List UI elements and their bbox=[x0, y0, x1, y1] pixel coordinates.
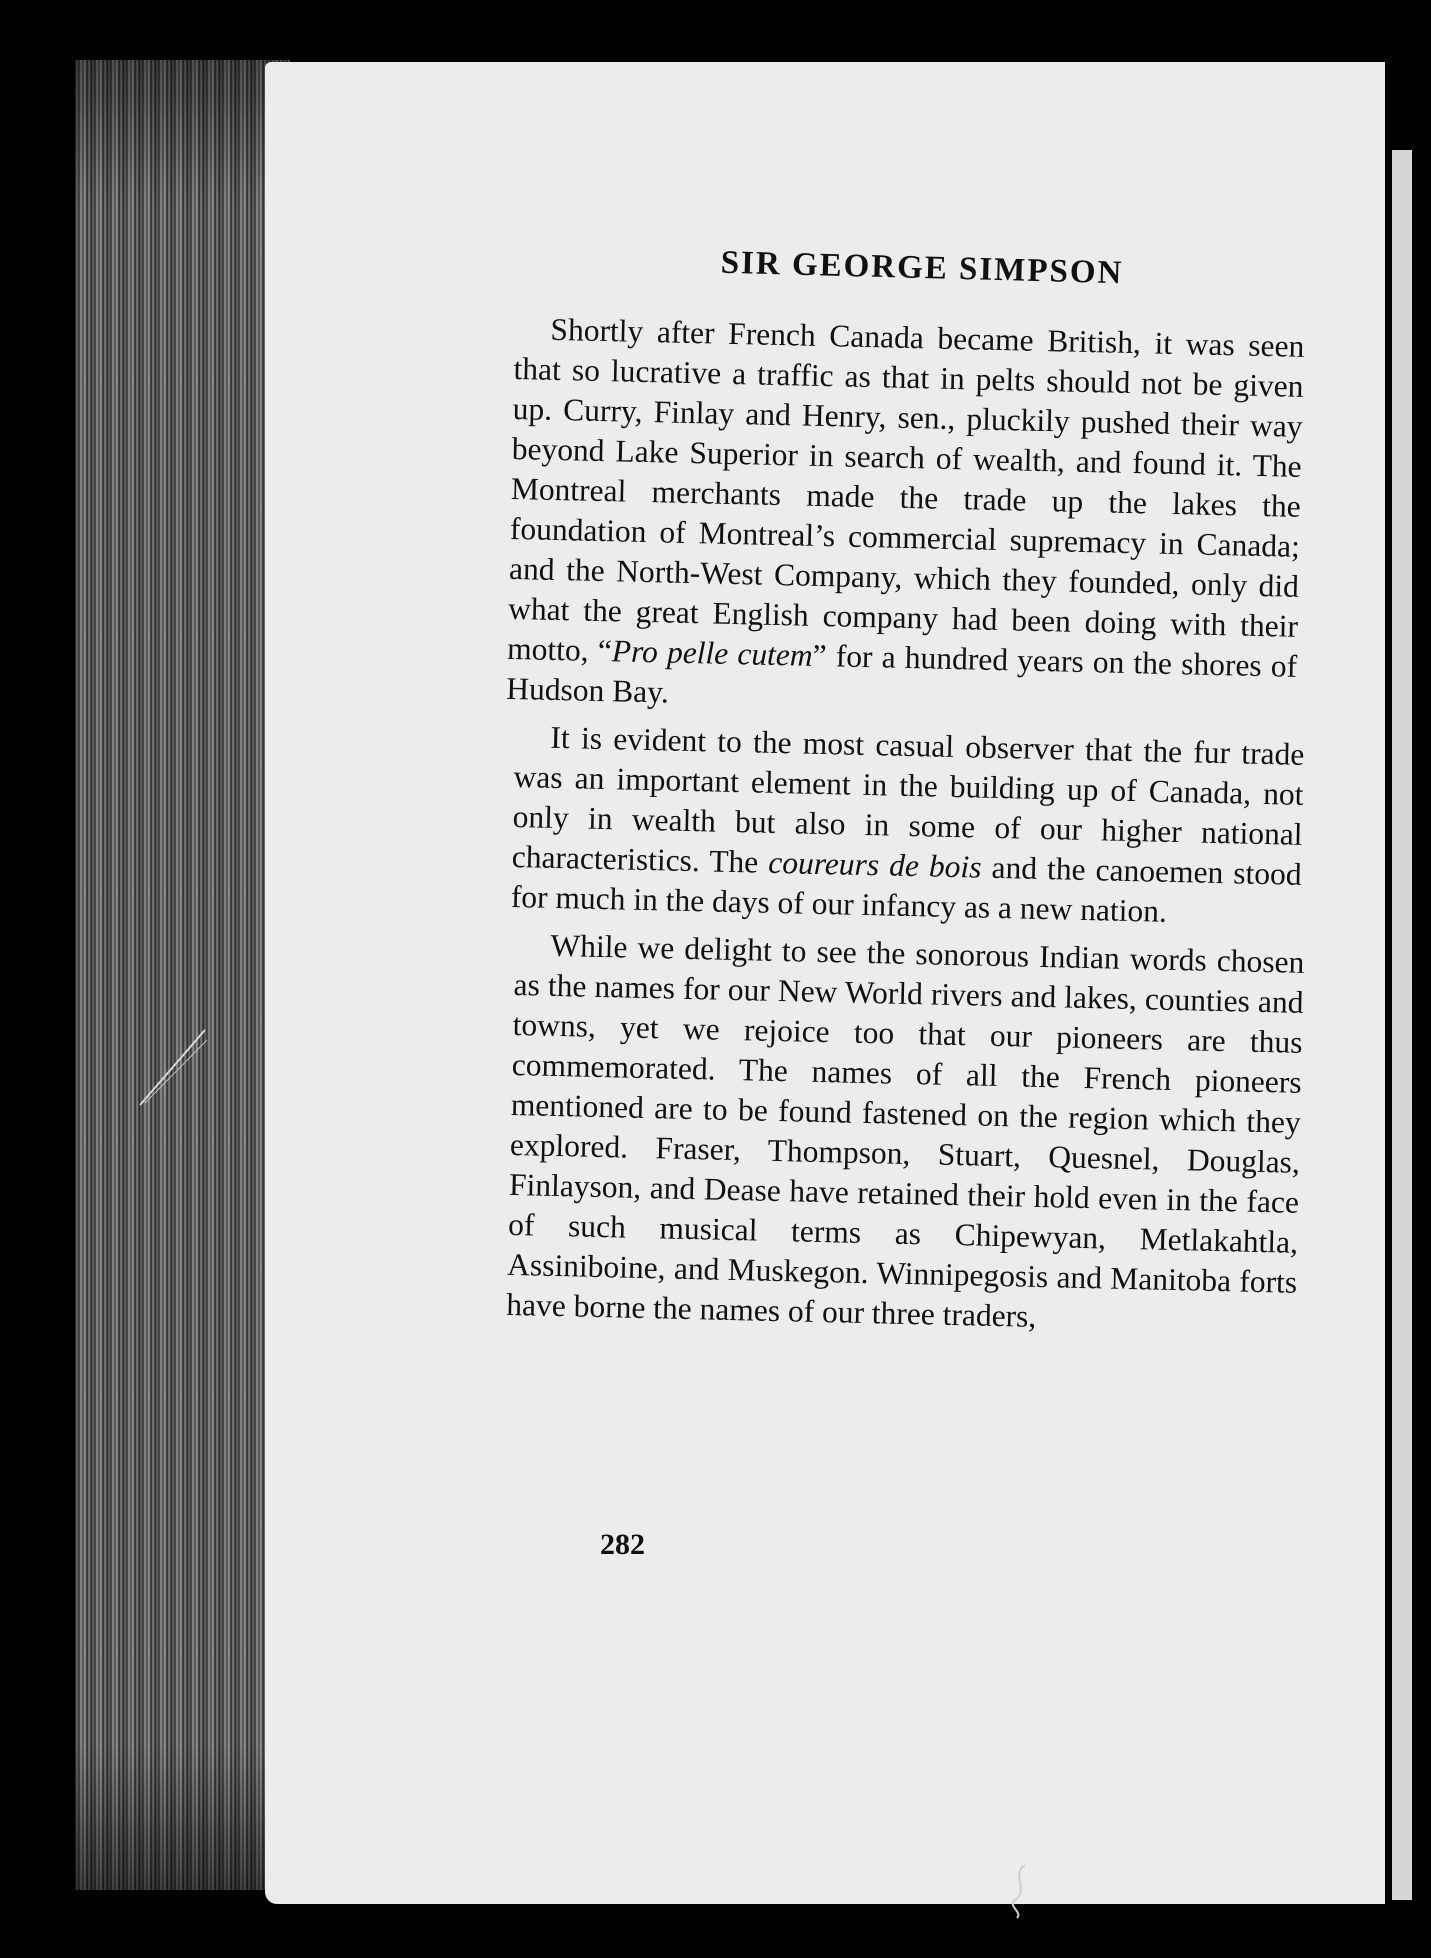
facing-page-edge bbox=[1392, 150, 1412, 1900]
curl-mark bbox=[1005, 1860, 1035, 1920]
paragraph-1-after: ” for a hundred years on the shores of Hudson Bay. bbox=[505, 637, 1298, 710]
paragraph-2-text: It is evident to the most casual observer that the fur trade was an important element in the building up of Canada, not only in wealth but also in some of our higher national characteristics. The bbox=[511, 719, 1305, 880]
page-number: 282 bbox=[600, 1528, 645, 1561]
scratch-mark bbox=[135, 1010, 215, 1110]
paragraph-2 bbox=[510, 717, 1304, 935]
text-block bbox=[505, 244, 1305, 1334]
paragraph-1 bbox=[506, 309, 1305, 727]
paragraph-1-text: Shortly after French Canada became British, it was seen that so lucrative a traffic as that in pelts should not be given up. Curry, Finlay and Henry, sen., pluckily pushed their way beyond Lake Superior in search of wealth, and found it. The Montreal merchants made the trade up the lakes the foundation of Montreal’s commercial supremacy in Canada; and the North-West Company, which they founded, only did what the great English company had been doing with their motto, “ bbox=[506, 311, 1305, 669]
paragraph-3-text: While we delight to see the sonorous Indian words chosen as the names for our New World rivers and lakes, counties and towns, yet we rejoice too that our pioneers are thus commemorated. The names of all the French pioneers mentioned are to be found fastened on the region which they explored. Fraser, Thompson, Stuart, Quesnel, Douglas, Finlayson, and Dease have retained their hold even in the face of such musical terms as Chipewyan, Metlakahtla, Assiniboine, and Muskegon. Winnipegosis and Manitoba forts have borne the names of our three traders, bbox=[505, 927, 1305, 1334]
paragraph-2-italic: coureurs de bois bbox=[767, 844, 982, 885]
running-head: SIR GEORGE SIMPSON bbox=[720, 244, 1124, 292]
page-block-edges bbox=[75, 60, 290, 1890]
paragraph-1-italic: Pro pelle cutem bbox=[611, 633, 814, 673]
paragraph-3 bbox=[506, 925, 1305, 1343]
paragraph-2-after: and the canoemen stood for much in the days of our infancy as a new nation. bbox=[510, 849, 1303, 929]
